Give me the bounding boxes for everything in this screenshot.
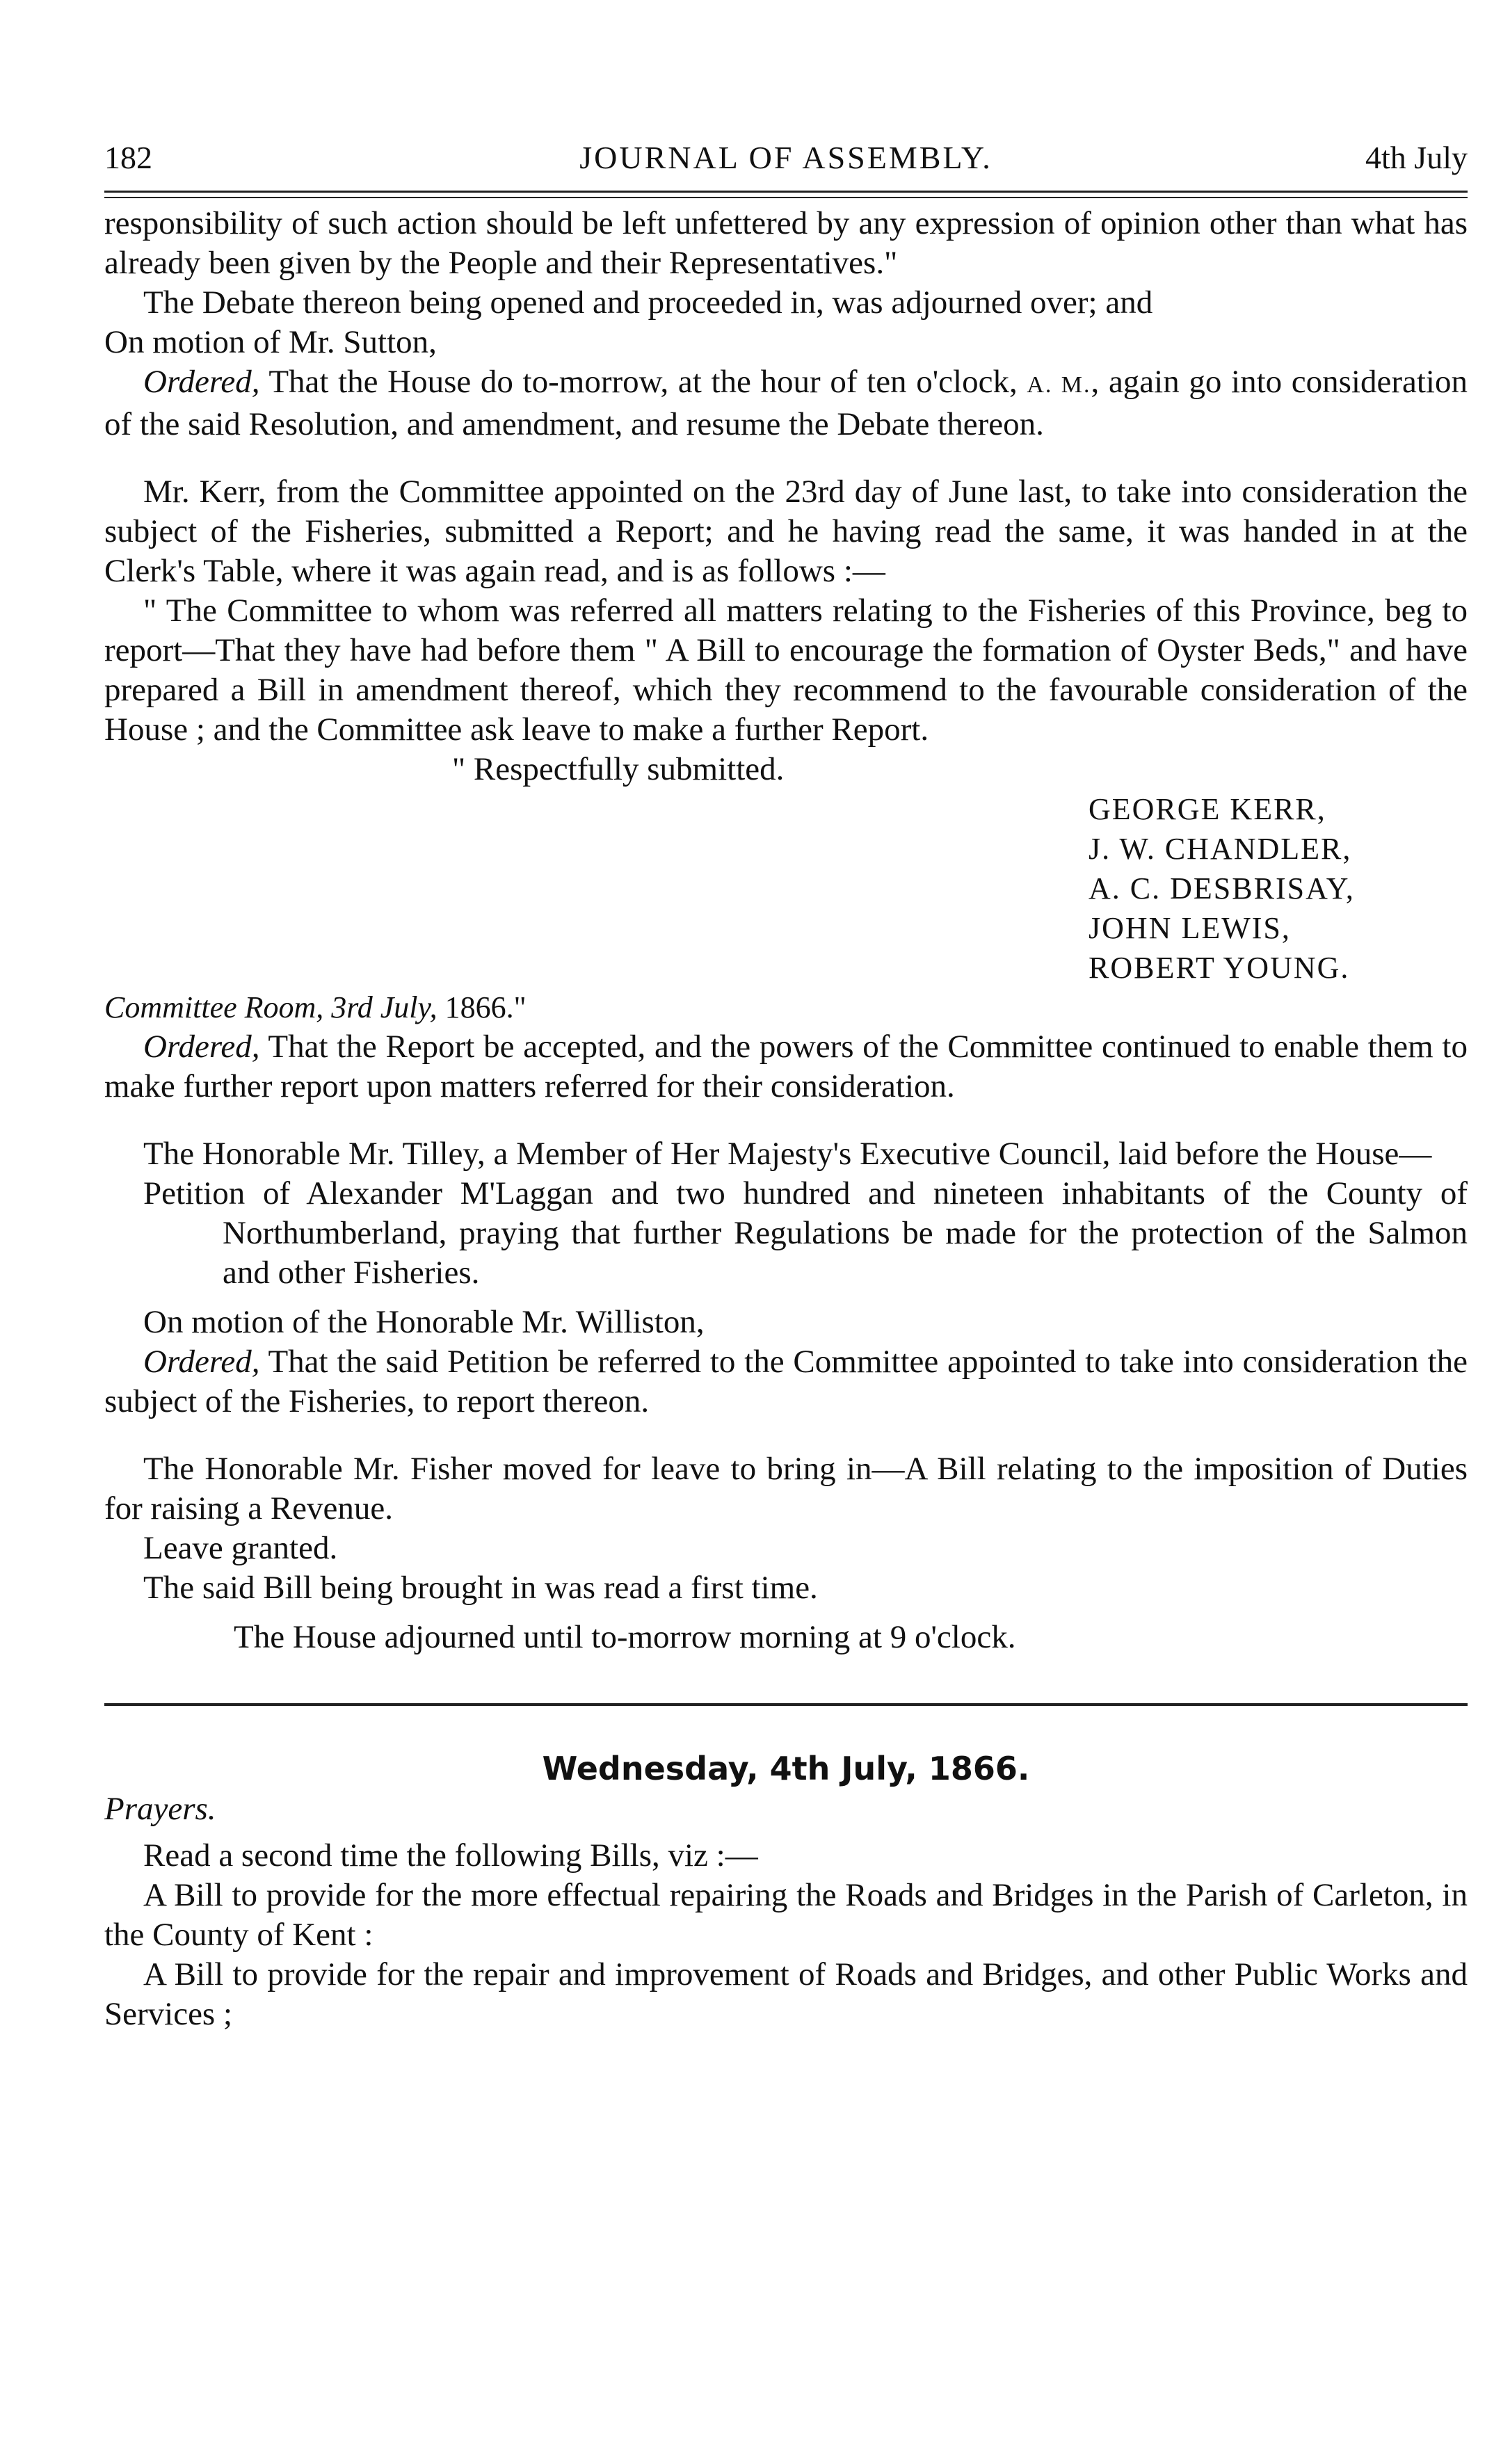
signature-line: J. W. CHANDLER, [1089, 832, 1352, 866]
ordered-text-a: That the House do to-morrow, at the hour of ten o'clock, [259, 364, 1027, 400]
section-divider [104, 1703, 1468, 1706]
paragraph-tilley: The Honorable Mr. Tilley, a Member of Her Majesty's Executive Council, laid before the House— [143, 1136, 1432, 1172]
header-double-rule [104, 191, 1468, 198]
ordered-text-b: , again go into consideration of the said Resolution, and amendment, and resume the Debate thereon. [104, 364, 1468, 442]
signature-block [104, 789, 1468, 988]
paragraph-petition-referred [104, 1342, 1468, 1422]
body-text [104, 204, 1468, 1657]
second-day-text [104, 1789, 1468, 2034]
paragraph-ordered-tomorrow [104, 362, 1468, 444]
paragraph-continuation: responsibility of such action should be left unfettered by any expression of opinion other than what has already been given by the People and their Representatives." [104, 205, 1468, 281]
page-header [104, 139, 1468, 188]
paragraph-motion-sutton: On motion of Mr. Sutton, [104, 324, 437, 360]
running-date: 4th July [1365, 140, 1468, 175]
page-number: 182 [104, 140, 152, 175]
ordered-label: Ordered, [143, 1344, 260, 1380]
am-abbrev: A. M. [1027, 372, 1091, 398]
day-heading: Wednesday, 4th July, 1866. [542, 1750, 1030, 1787]
signature-line: A. C. DESBRISAY, [1089, 871, 1355, 905]
paragraph-bill-roads: A Bill to provide for the repair and improvement of Roads and Bridges, and other Public Works and Services ; [104, 1956, 1468, 2032]
signature-line: JOHN LEWIS, [1089, 911, 1291, 945]
committee-room-italic: Committee Room, 3rd July, [104, 990, 437, 1024]
paragraph-motion-williston: On motion of the Honorable Mr. Williston, [143, 1304, 705, 1340]
prayers-label: Prayers. [104, 1791, 216, 1827]
paragraph-debate: The Debate thereon being opened and proceeded in, was adjourned over; and [143, 284, 1153, 321]
paragraph-committee-report: " The Committee to whom was referred all matters relating to the Fisheries of this Province, beg to report—That they have had before them " A Bill to encourage the formation of Oyster Beds," and have prepared a Bill in amendment thereof, which they recommend to the favourable consideration of the House ; and the Committee ask leave to make a further Report. [104, 593, 1468, 748]
paragraph-bill-carleton: A Bill to provide for the more effectual repairing the Roads and Bridges in the Parish of Carleton, in the County of Kent : [104, 1877, 1468, 1953]
respectfully-submitted: " Respectfully submitted. [452, 751, 785, 787]
paragraph-report-accepted [104, 1027, 1468, 1106]
ordered-text: That the said Petition be referred to the Committee appointed to take into consideration the subject of the Fisheries, to report thereon. [104, 1344, 1468, 1419]
running-title: JOURNAL OF ASSEMBLY. [579, 140, 993, 175]
ordered-label: Ordered, [143, 1029, 260, 1065]
committee-room-dateline [104, 988, 1468, 1027]
paragraph-petition: Petition of Alexander M'Laggan and two hundred and nineteen inhabitants of the County of Northumberland, praying that further Regulations be made for the protection of the Salmon and other Fisheries. [143, 1175, 1468, 1291]
paragraph-adjourned: The House adjourned until to-morrow morning at 9 o'clock. [234, 1619, 1016, 1655]
signature-line: ROBERT YOUNG. [1089, 951, 1350, 985]
paragraph-second-reading: Read a second time the following Bills, viz :— [143, 1837, 758, 1874]
paragraph-leave-granted: Leave granted. [143, 1530, 338, 1566]
signature-line: GEORGE KERR, [1089, 792, 1326, 826]
paragraph-first-reading: The said Bill being brought in was read a first time. [143, 1570, 818, 1606]
ordered-label: Ordered, [143, 364, 260, 400]
ordered-text: That the Report be accepted, and the powers of the Committee continued to enable them to make further report upon matters referred for their consideration. [104, 1029, 1468, 1104]
committee-room-year: 1866." [437, 990, 527, 1024]
paragraph-fisher-bill: The Honorable Mr. Fisher moved for leave to bring in—A Bill relating to the imposition of Duties for raising a Revenue. [104, 1451, 1468, 1527]
prayers-line [104, 1789, 1468, 1829]
paragraph-kerr-report: Mr. Kerr, from the Committee appointed on the 23rd day of June last, to take into consideration the subject of the Fisheries, submitted a Report; and he having read the same, it was handed in at the Clerk's Table, where it was again read, and is as follows :— [104, 474, 1468, 589]
journal-page [104, 139, 1468, 2034]
